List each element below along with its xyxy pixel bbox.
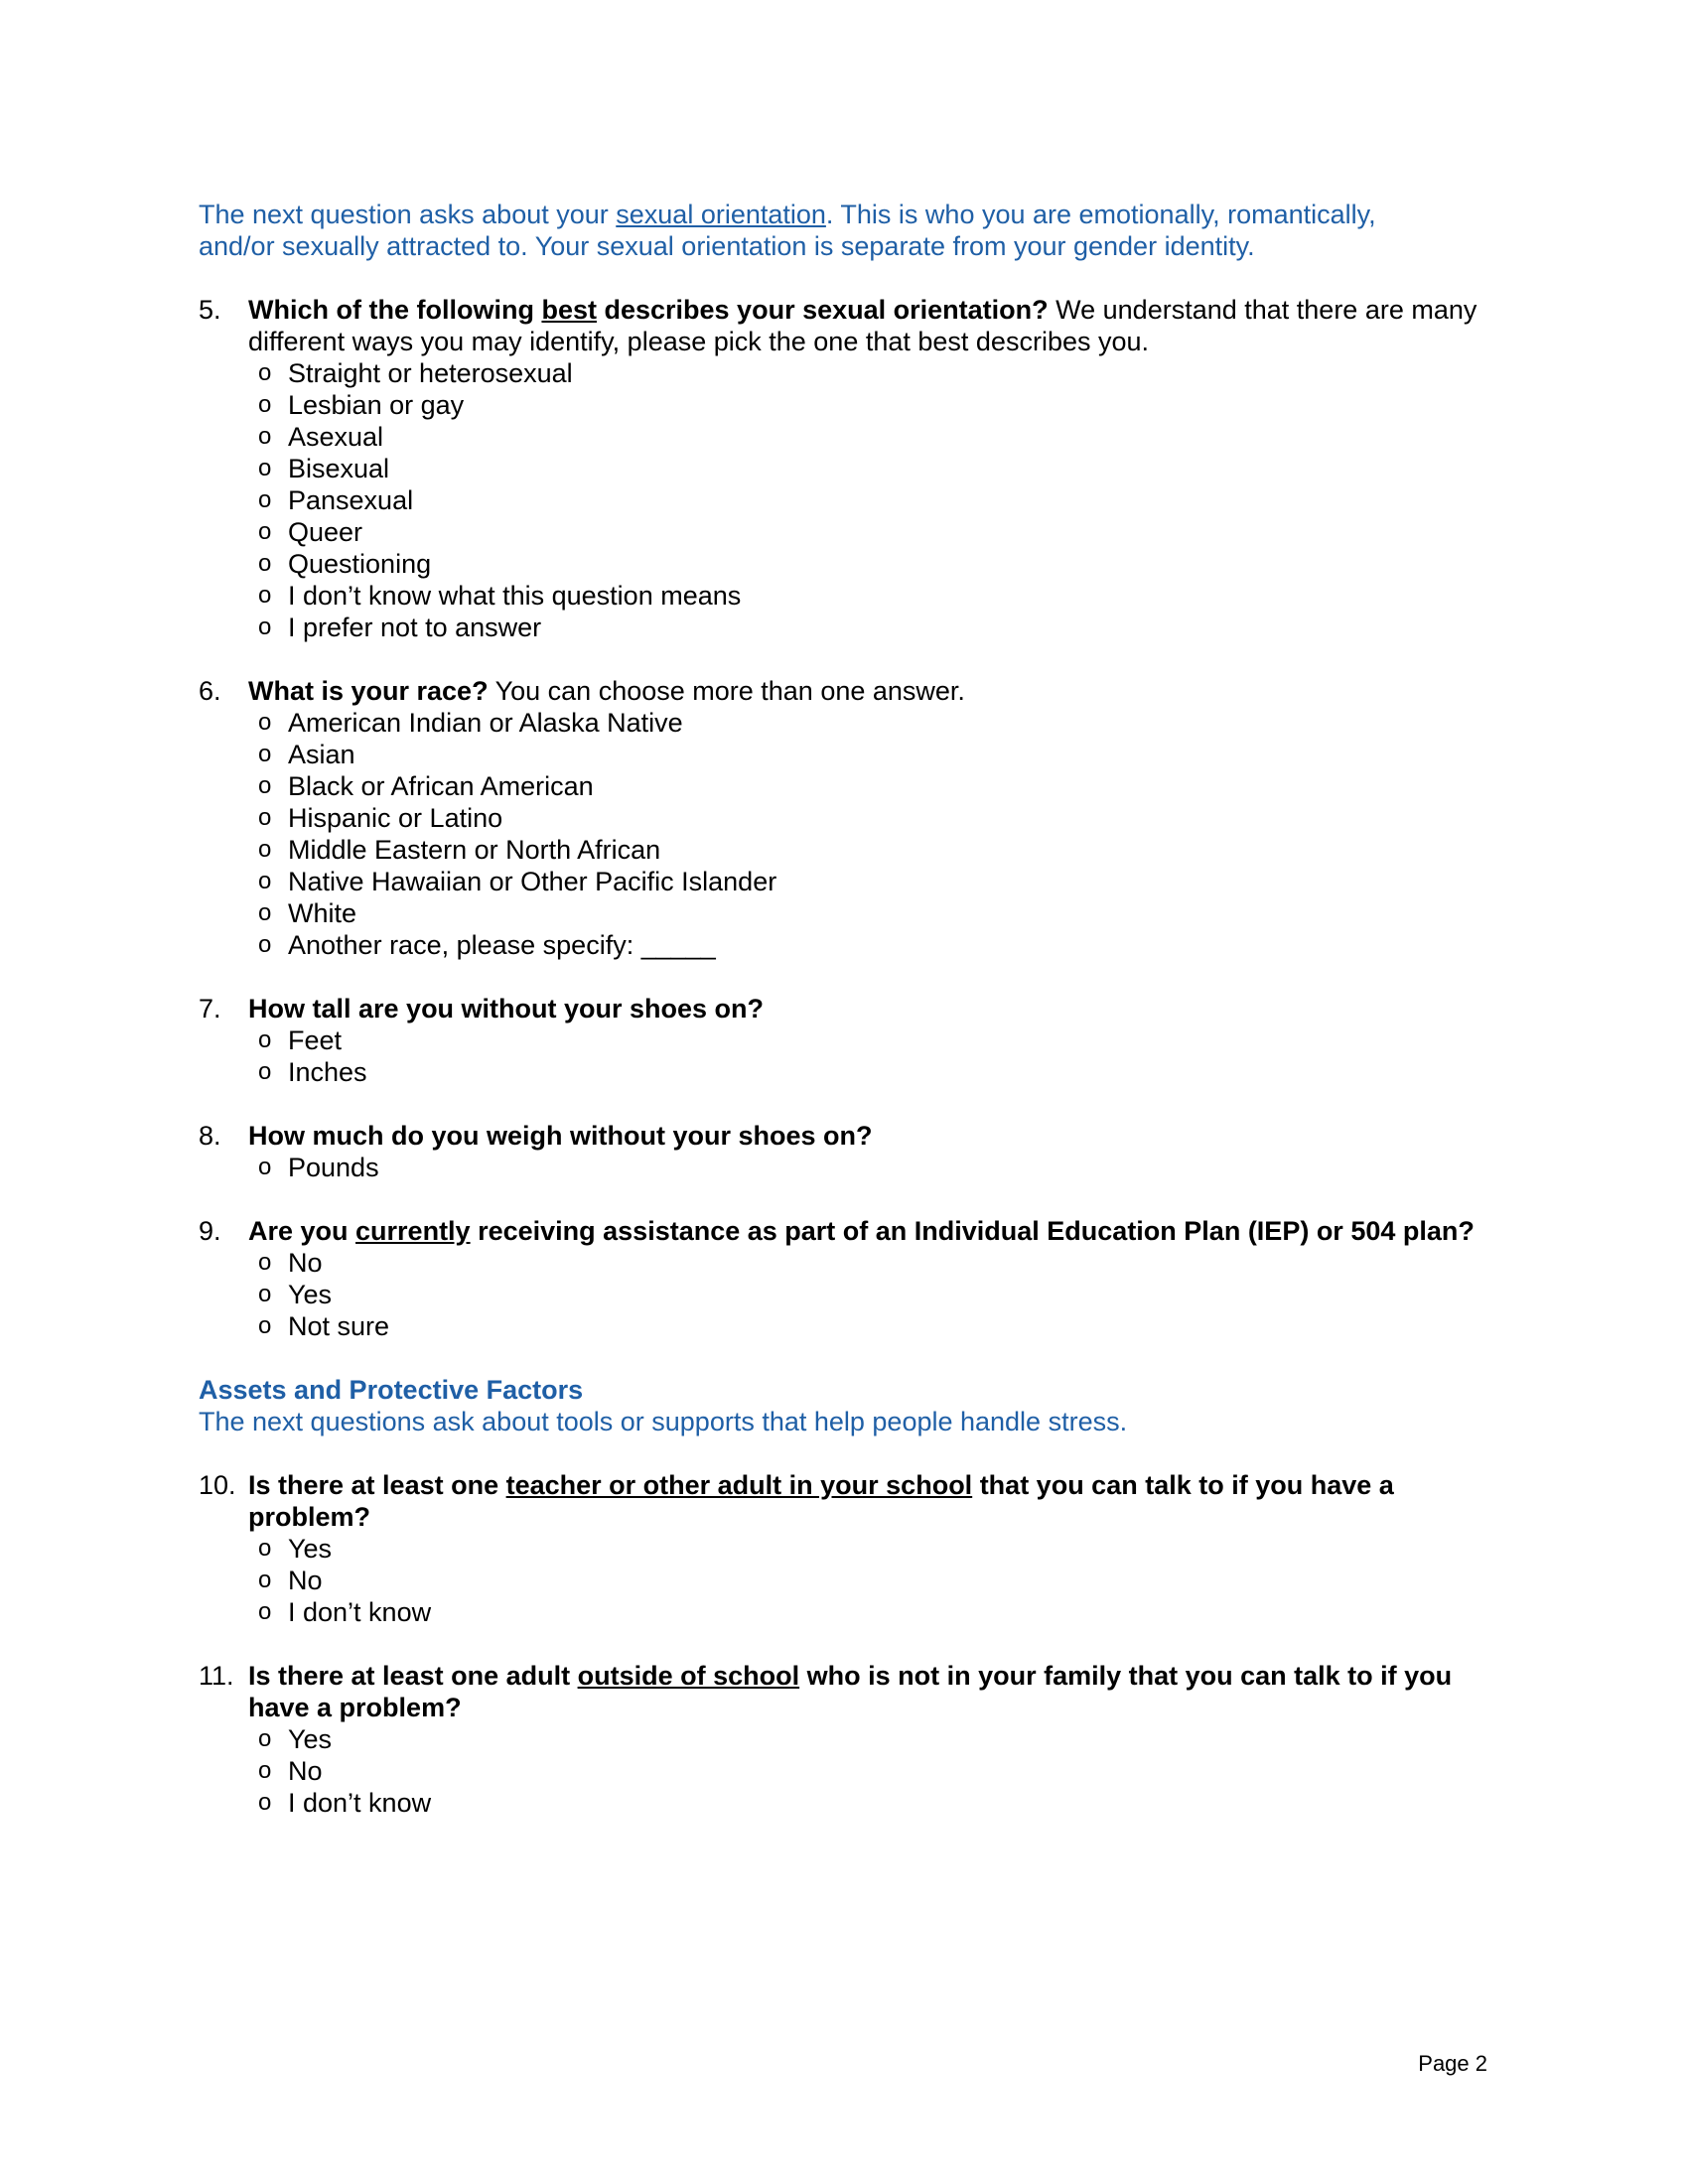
option-item[interactable]: o Middle Eastern or North African: [258, 835, 661, 865]
spacer: [199, 262, 1509, 294]
option-item[interactable]: o No: [258, 1566, 323, 1595]
radio-circle-icon[interactable]: o: [258, 1249, 272, 1276]
option-item[interactable]: o Pansexual: [258, 485, 414, 515]
radio-circle-icon[interactable]: o: [258, 1154, 272, 1180]
question-11: [199, 1660, 1509, 1723]
option-item[interactable]: o Straight or heterosexual: [258, 358, 573, 388]
option-list-q9: [199, 1247, 1509, 1342]
radio-circle-icon[interactable]: o: [258, 1312, 272, 1339]
question-number: 6.: [199, 676, 221, 706]
radio-circle-icon[interactable]: o: [258, 804, 272, 831]
radio-circle-icon[interactable]: o: [258, 455, 272, 481]
intro-sexual-orientation: [199, 199, 1509, 262]
option-item[interactable]: o Pounds: [258, 1153, 379, 1182]
option-item[interactable]: o Queer: [258, 517, 363, 547]
radio-circle-icon[interactable]: o: [258, 709, 272, 736]
option-item[interactable]: o Bisexual: [258, 454, 390, 483]
question-number: 11.: [199, 1661, 234, 1691]
radio-circle-icon[interactable]: o: [258, 359, 272, 386]
spacer: [199, 643, 1509, 675]
question-8: [199, 1120, 1509, 1152]
question-text: What is your race? You can choose more than one answer.: [248, 676, 965, 706]
option-list-q5: [199, 357, 1509, 643]
option-item[interactable]: o Lesbian or gay: [258, 390, 465, 420]
radio-circle-icon[interactable]: o: [258, 1058, 272, 1085]
radio-circle-icon[interactable]: o: [258, 391, 272, 418]
option-item[interactable]: o American Indian or Alaska Native: [258, 708, 683, 738]
radio-circle-icon[interactable]: o: [258, 772, 272, 799]
question-7: [199, 993, 1509, 1024]
question-text: Is there at least one adult outside of school who is not in your family that you can talk to if you have a problem?: [248, 1661, 1453, 1722]
option-item[interactable]: o Hispanic or Latino: [258, 803, 503, 833]
option-item[interactable]: o Inches: [258, 1057, 367, 1087]
question-5: [199, 294, 1509, 357]
radio-circle-icon[interactable]: o: [258, 1789, 272, 1816]
question-10: [199, 1469, 1509, 1533]
radio-circle-icon[interactable]: o: [258, 1535, 272, 1562]
radio-circle-icon[interactable]: o: [258, 518, 272, 545]
spacer: [199, 1342, 1509, 1374]
spacer: [199, 1088, 1509, 1120]
option-item[interactable]: o Asexual: [258, 422, 384, 452]
radio-circle-icon[interactable]: o: [258, 899, 272, 926]
option-item[interactable]: o Feet: [258, 1025, 343, 1055]
spacer: [199, 961, 1509, 993]
radio-circle-icon[interactable]: o: [258, 836, 272, 863]
radio-circle-icon[interactable]: o: [258, 614, 272, 640]
option-list-q10: [199, 1533, 1509, 1628]
radio-circle-icon[interactable]: o: [258, 582, 272, 609]
spacer: [199, 1183, 1509, 1215]
question-number: 10.: [199, 1470, 236, 1500]
option-list-q7: [199, 1024, 1509, 1088]
option-item[interactable]: o White: [258, 898, 357, 928]
intro-line-1: The next question asks about your sexual orientation. This is who you are emotionally, romantically,: [199, 200, 1376, 229]
option-list-q6: [199, 707, 1509, 961]
question-text: How much do you weigh without your shoes on?: [248, 1121, 873, 1151]
option-item[interactable]: o I don’t know: [258, 1788, 432, 1818]
option-item[interactable]: o I don’t know what this question means: [258, 581, 742, 611]
radio-circle-icon[interactable]: o: [258, 1567, 272, 1593]
question-6: [199, 675, 1509, 707]
spacer: [199, 1628, 1509, 1660]
radio-circle-icon[interactable]: o: [258, 423, 272, 450]
radio-circle-icon[interactable]: o: [258, 1598, 272, 1625]
option-item[interactable]: o Yes: [258, 1534, 333, 1564]
spacer: [199, 1437, 1509, 1469]
radio-circle-icon[interactable]: o: [258, 1281, 272, 1307]
survey-page: [199, 199, 1509, 1819]
question-number: 5.: [199, 295, 221, 325]
question-9: [199, 1215, 1509, 1247]
section-subtitle: The next questions ask about tools or supports that help people handle stress.: [199, 1407, 1128, 1436]
question-number: 8.: [199, 1121, 221, 1151]
option-item[interactable]: o No: [258, 1756, 323, 1786]
radio-circle-icon[interactable]: o: [258, 550, 272, 577]
radio-circle-icon[interactable]: o: [258, 486, 272, 513]
option-item[interactable]: o Yes: [258, 1280, 333, 1309]
question-text: Are you currently receiving assistance as part of an Individual Education Plan (IEP) or 504 plan?: [248, 1216, 1475, 1246]
radio-circle-icon[interactable]: o: [258, 1725, 272, 1752]
option-item[interactable]: o Not sure: [258, 1311, 390, 1341]
question-text: Which of the following best describes your sexual orientation? We understand that there are many different ways you may identify, please pick the one that best describes you.: [248, 295, 1477, 356]
sexual-orientation-link[interactable]: sexual orientation: [616, 200, 826, 229]
radio-circle-icon[interactable]: o: [258, 1026, 272, 1053]
question-text: Is there at least one teacher or other adult in your school that you can talk to if you have a problem?: [248, 1470, 1394, 1532]
option-item[interactable]: o Native Hawaiian or Other Pacific Islander: [258, 867, 777, 896]
section-title: Assets and Protective Factors: [199, 1375, 584, 1405]
option-item[interactable]: o Black or African American: [258, 771, 594, 801]
section-assets-protective-factors: [199, 1374, 1509, 1437]
radio-circle-icon[interactable]: o: [258, 741, 272, 767]
intro-line-2: and/or sexually attracted to. Your sexual orientation is separate from your gender identity.: [199, 231, 1255, 261]
option-item[interactable]: o Yes: [258, 1724, 333, 1754]
radio-circle-icon[interactable]: o: [258, 1757, 272, 1784]
radio-circle-icon[interactable]: o: [258, 868, 272, 894]
question-text: How tall are you without your shoes on?: [248, 994, 765, 1024]
option-item[interactable]: o Asian: [258, 740, 355, 769]
question-number: 7.: [199, 994, 221, 1024]
page-number: Page 2: [1418, 2051, 1487, 2076]
option-item[interactable]: o Questioning: [258, 549, 432, 579]
option-item[interactable]: o I don’t know: [258, 1597, 432, 1627]
question-number: 9.: [199, 1216, 221, 1246]
option-item[interactable]: o Another race, please specify: _____: [258, 930, 716, 960]
radio-circle-icon[interactable]: o: [258, 931, 272, 958]
option-list-q11: [199, 1723, 1509, 1819]
option-list-q8: [199, 1152, 1509, 1183]
option-item[interactable]: o I prefer not to answer: [258, 613, 542, 642]
option-item[interactable]: o No: [258, 1248, 323, 1278]
